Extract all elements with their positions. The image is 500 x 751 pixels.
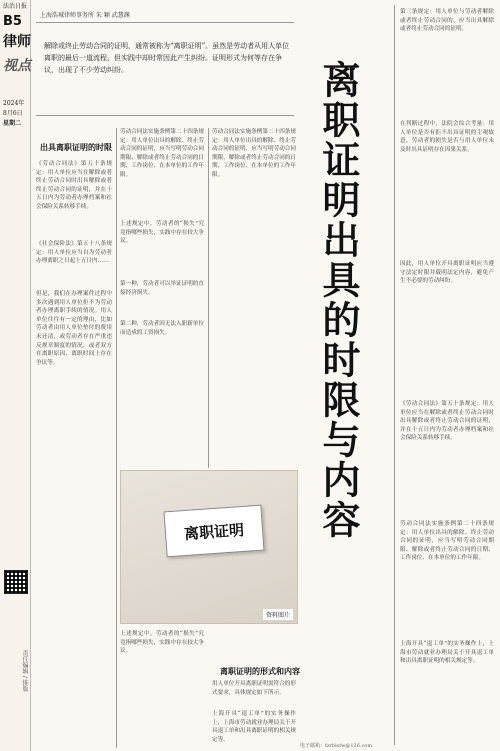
paper-name: 法治日报 [3,3,28,10]
byline-rule [36,22,294,23]
lead-paragraph: 解除或终止劳动合同的证明，通常被称为“离职证明”。虽然是劳动者从用人单位离职的最后一道流程，但实践中却时常因此产生纠纷。证明形式为何等存在争议，出现了不少劳动纠纷。 [44,42,290,74]
issue-date: 8月6日 [3,110,23,117]
middle-bottom-para: 上述规定中，劳动者的“损失”究竟指哪些损失，实践中存在较大争议。 [120,631,204,655]
photo-credit: 资料图片 [263,609,293,620]
issue-weekday: 星期二 [3,120,22,127]
right-para-6: 上海开具“退工单”的实务操作上，上海市劳动就业办理局关于开具退工单和出具离职证明的相关规定等。 [400,641,494,665]
headline: 离职证明出具的时限与内容 [316,60,360,540]
section2-para-2: 上海开具“退工单”的实务操作上，上海市劳动就业办理局关于开具退工单和出具离职证明的相关规定等。 [212,711,296,743]
section1-title: 出具离职证明的时限 [40,143,112,152]
right-para-2: 在判断过程中，法院会综合考量：用人单位是否有拒不出具证明的主观故意，劳动者的损失是否与用人单位未及时出具证明存在因果关系。 [400,121,494,153]
certificate-stamp: 离职证明 [164,505,265,558]
section1-para-2: 《社会保险法》第五十八条规定：用人单位应当自为劳动者办理离职之日起十五日内…… [36,241,112,265]
section1-para-3: 但是，我们在办理案件过程中多次遇到用人单位拒不为劳动者办理离职手续的情况。用人单位往往有一定的理由，比如劳动者由用人单位垫付的费用未还清，或劳动者存在严重违反规章制度的情况，或者双方在离职原因、离职时间上存在争议等。 [36,291,112,366]
right-para-3: 因此，用人单位开具离职证明应当遵守法定时限并载明法定内容，避免产生不必要的劳动纠纷。 [400,261,494,285]
middle-para-5: 劳动合同法实施条例第二十四条规定：用人单位出具的解除、终止劳动合同的证明，应当写明劳动合同期限、解除或者终止劳动合同的日期、工作岗位、在本单位的工作年限。 [212,129,296,178]
right-para-4: 《劳动合同法》第五十条规定：用人单位应当在解除或者终止劳动合同时出具解除或者终止劳动合同的证明，并在十五日内为劳动者办理档案和社会保险关系转移手续。 [400,401,494,442]
middle-para-2: 上述规定中，劳动者的“损失”究竟指哪些损失，实践中存在较大争议。 [120,221,204,245]
byline: 上海浩城律师事务所 朱 颖 武慧渊 [40,12,130,19]
section2-title: 离职证明的形式和内容 [220,667,300,676]
page-number: B5 [3,14,22,29]
section-title-1: 律师 [3,34,31,50]
section2-para-1: 用人单位开具离职证明需符合的形式要求，具体规定如下所示。 [212,681,296,696]
section1-para-1: 《劳动合同法》第五十条规定：用人单位应当在解除或者终止劳动合同时出具解除或者终止劳动合同的证明，并在十五日内为劳动者办理档案和社会保险关系转移手续。 [36,161,112,210]
editor-line: 责任编辑 / 排版 [21,650,28,692]
lead-rule [36,115,294,116]
middle-para-4: 第二种，劳动者因无法入职新单位而造成的工资损失。 [120,321,204,336]
column-divider-3 [394,5,395,745]
footer-email: 电子邮箱：fzrblsfw@126.com [300,743,373,749]
column-divider-1 [116,128,117,748]
right-para-5: 劳动合同法实施条例第二十四条规定：用人单位出具的解除、终止劳动合同的证明，应当写明劳动合同期限、解除或者终止劳动合同的日期、工作岗位、在本单位的工作年限。 [400,521,494,562]
middle-para-1: 劳动合同法实施条例第二十四条规定：用人单位出具的解除、终止劳动合同的证明，应当写明劳动合同期限、解除或者终止劳动合同的日期、工作岗位、在本单位的工作年限。 [120,129,204,178]
qr-code-icon [4,570,28,594]
right-para-1: 第三条规定：用人单位与劳动者解除或者终止劳动合同的，应当出具解除或者终止劳动合同的证明。 [400,9,494,33]
column-divider-2 [208,128,209,468]
section-title-2: 视点 [3,58,31,74]
issue-year: 2024年 [3,100,25,107]
middle-para-3: 第一种，劳动者可以举证证明的直接经济损失。 [120,281,204,296]
